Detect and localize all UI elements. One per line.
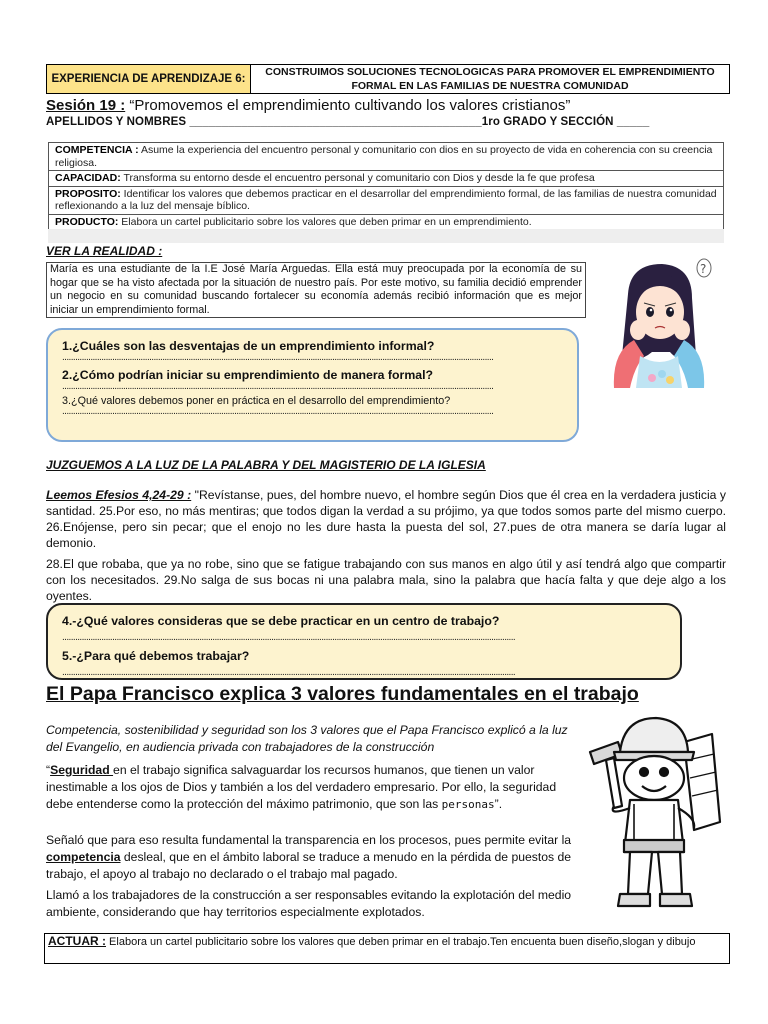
ephesians-reading-continued: 28.El que robaba, que ya no robe, sino que se fatigue trabajando con sus manos en algo útil y así tendrá algo que compartir con los necesitados. 29.No salga de sus bocas ni una palabra mala, sino la palabra que hacía falta y que deje algo a los oyentes. [46,557,726,603]
question-4: 4.-¿Qué valores consideras que se debe practicar en un centro de trabajo? [62,614,500,628]
competencia-paragraph: Señaló que para eso resulta fundamental la transparencia en los procesos, pues permite evitar la competencia desleal, que en el ámbito laboral se traduce a menudo en la pérdida de puestos de trabajo, el apoyo al trabajo no declarado o el trabajo mal pagado. [46,833,572,881]
session-label: Sesión 19 : [46,97,126,114]
question-5: 5.-¿Para qué debemos trabajar? [62,649,250,663]
papa-intro: Competencia, sostenibilidad y seguridad son los 3 valores que el Papa Francisco explicó a la luz del Evangelio, en audiencia privada con trabajadores de la construcción [46,723,568,754]
svg-text:?: ? [700,262,707,276]
experience-label: EXPERIENCIA DE APRENDIZAJE 6: [47,65,251,93]
question-2: 2.¿Cómo podrían iniciar su emprendimiento de manera formal? [62,368,434,382]
divider-strip [48,229,724,243]
actuar-label: ACTUAR : [48,934,106,948]
product-row: PRODUCTO: Elabora un cartel publicitario sobre los valores que deben primar en un emprendimiento. [55,215,532,228]
question-3: 3.¿Qué valores debemos poner en práctica en el desarrollo del emprendimiento? [62,395,451,407]
grade-label: 1ro GRADO Y SECCIÓN [481,116,614,128]
seguridad-paragraph: “Seguridad en el trabajo significa salvaguardar los recursos humanos, que tienen un valor inestimable a los ojos de Dios y también a los del verdadero empresario. Por ello, la seguridad debe entenderse como la protección del máximo patrimonio, que son las personas”. [46,763,557,811]
ephesians-reading [46,487,726,551]
actuar-text: Elabora un cartel publicitario sobre los valores que deben primar en el trabajo.Ten encuenta buen diseño,slogan y dibujo [106,936,696,948]
experience-title: CONSTRUIMOS SOLUCIONES TECNOLOGICAS PARA PROMOVER EL EMPRENDIMIENTO FORMAL EN LAS FAMILIAS DE NUESTRA COMUNIDAD [265,66,715,92]
ver-realidad-text: María es una estudiante de la I.E José María Arguedas. Ella está muy preocupada por la economía de su hogar que se ha visto afectada por la situación de nuestro país. Por este motivo, su familia decidió emprender un negocio en su comunidad buscando fortalecer su economía además recibió información que es mejor iniciar un emprendimiento formal. [46,262,586,318]
experience-header-table [46,64,730,94]
construction-worker-illustration [584,712,726,912]
grade-blank[interactable]: _____ [616,116,650,128]
student-info-line [46,116,649,128]
reading-text: "Revístanse, pues, del hombre nuevo, el hombre según Dios que él crea en la verdadera justicia y santidad. 25.Por eso, no más mentiras; que todos digan la verdad a su prójimo, ya que todos somos parte del mismo cuerpo. 26.Enójense, pero sin pecar; que el enojo no les dure hasta la puesta del sol, 27.pues de otra manera se daría lugar al demonio. [46,488,727,550]
seguridad-keyword: Seguridad [50,763,114,777]
reading-label: Leemos Efesios 4,24-29 : [46,488,192,502]
competency-table [48,142,724,230]
answer-line-5[interactable]: ................................................................................................................................................................................................................ [62,669,516,677]
name-blank[interactable]: _____________________________________________ [189,116,482,128]
answer-line-2[interactable]: ...................................................................................................................................................................................................... [62,383,494,391]
competency-row: COMPETENCIA : Asume la experiencia del encuentro personal y comunitario con dios en su proyecto de vida en coherencia con su creencia religiosa. [49,143,723,171]
question-1: 1.¿Cuáles son las desventajas de un emprendimiento informal? [62,339,435,353]
capacity-row: CAPACIDAD: Transforma su entorno desde el encuentro personal y comunitario con Dios y desde la fe que profesa [49,171,723,187]
actuar-box [44,933,730,964]
answer-line-1[interactable]: ...................................................................................................................................................................................................... [62,354,494,362]
session-heading [46,97,570,114]
purpose-row: PROPOSITO: Identificar los valores que debemos practicar en el desarrollar del emprendimiento formal, de las familias de nuestra comunidad reflexionando a la luz del mensaje bíblico. [49,187,723,215]
reflection-questions-box [46,328,579,442]
session-title: “Promovemos el emprendimiento cultivando los valores cristianos” [129,97,571,114]
medio-ambiente-paragraph: Llamó a los trabajadores de la construcción a ser responsables evitando la explotación del medio ambiente, considerando que hay territorios especialmente explotados. [46,888,572,919]
worried-girl-illustration [600,256,718,390]
answer-line-4[interactable]: ................................................................................................................................................................................................................ [62,634,516,642]
papa-section-title: El Papa Francisco explica 3 valores fundamentales en el trabajo [46,683,639,705]
work-questions-box [46,603,682,680]
juzguemos-title: JUZGUEMOS A LA LUZ DE LA PALABRA Y DEL MAGISTERIO DE LA IGLESIA [46,458,486,472]
ver-realidad-title: VER LA REALIDAD : [46,244,163,258]
competencia-keyword: competencia [46,850,121,864]
name-label: APELLIDOS Y NOMBRES [46,116,187,128]
answer-line-3[interactable]: ...................................................................................................................................................................................................... [62,408,494,416]
